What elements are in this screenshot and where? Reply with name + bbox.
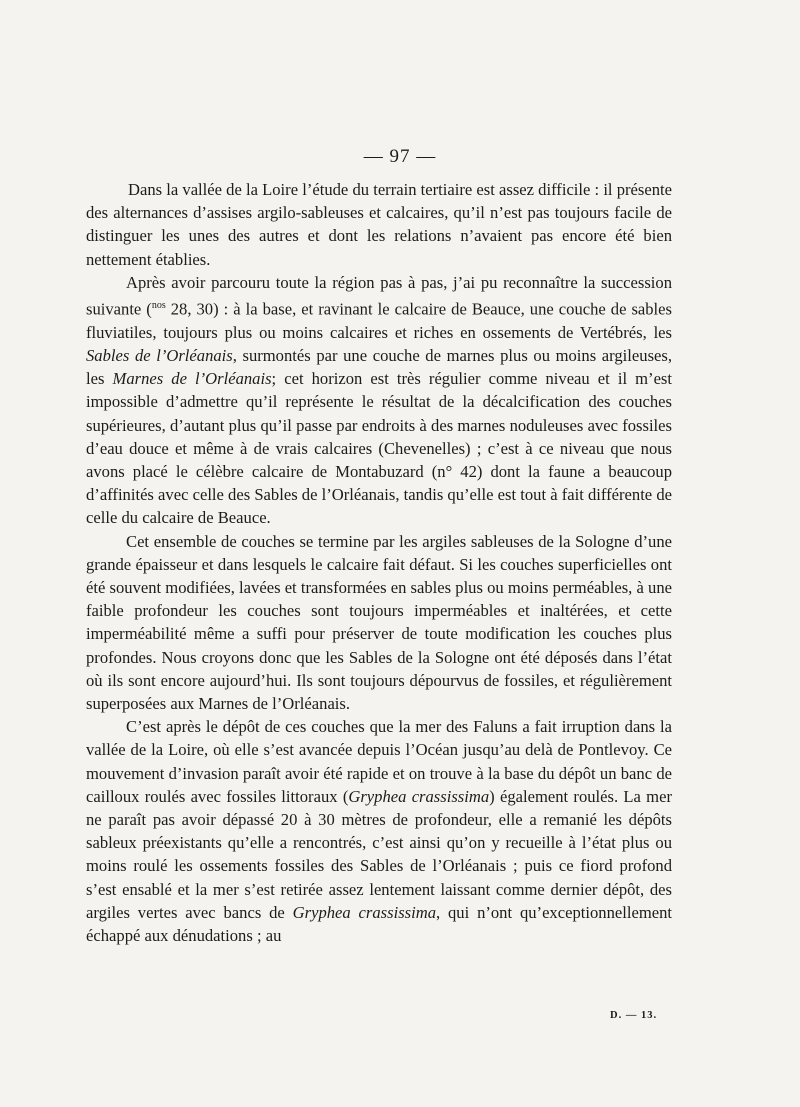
signature-mark: D. — 13.	[610, 1010, 658, 1021]
body-text	[86, 178, 672, 947]
paragraph	[86, 271, 672, 530]
italic-term: Gryphea crassissima	[292, 902, 437, 922]
text-run: C’est après le dépôt de ces couches que la mer des Faluns a fait irruption dans la vallée de la Loire, où elle s’est avancée depuis l’Océan jusqu’au delà de Pontlevoy. Ce mouvement d’invasion paraît avoir été rapide et on trouve à la base du dépôt un banc de cailloux roulés avec fossiles littoraux (	[86, 717, 672, 806]
text-run: Cet ensemble de couches se termine par les argiles sableuses de la Sologne d’une grande épaisseur et dans lesquels le calcaire fait défaut. Si les couches superficielles ont été souvent modifiées, lavées et transformées en sables plus ou moins perméables, à une faible profondeur les couches sont toujours imperméables et inaltérées, et cette imperméabilité même a suffi pour préserver de toute modification les couches plus profondes. Nous croyons donc que les Sables de la Sologne ont été déposés dans l’état où ils sont encore aujourd’hui. Ils sont toujours dépourvus de fossiles, et régulièrement superposées aux Marnes de l’Orléanais.	[86, 531, 672, 713]
text-run: 28, 30) : à la base, et ravinant le calcaire de Beauce, une couche de sables fluviatiles, toujours plus ou moins calcaires et riches en ossements de Vertébrés, les	[86, 299, 672, 342]
paragraph	[86, 178, 672, 271]
italic-term: Sables de l’Orléanais	[86, 345, 233, 365]
text-run: ) également roulés. La mer ne paraît pas avoir dépassé 20 à 30 mètres de profondeur, elle a remanié les dépôts sableux préexistants qu’elle a rencontrés, c’est ainsi qu’on y recueille à l’état plus ou moins roulé les ossements fossiles des Sables de l’Orléanais ; puis ce fiord profond s’est ensablé et la mer s’est retirée assez lentement laissant comme dernier dépôt, des argiles vertes avec bancs de	[86, 786, 672, 922]
superscript: nos	[151, 300, 166, 312]
paragraph	[86, 715, 672, 947]
page-number: — 97 —	[363, 146, 437, 167]
paragraph	[86, 530, 672, 716]
text-run: ; cet horizon est très régulier comme niveau et il m’est impossible d’admettre qu’il représente le résultat de la décalcification des couches supérieures, d’autant plus qu’il passe par endroits à des marnes noduleuses avec fossiles d’eau douce et même à de vrais calcaires (Chevenelles) ; c’est à ce niveau que nous avons placé le célèbre calcaire de Montabuzard (n° 42) dont la faune a beaucoup d’affinités avec celle des Sables de l’Orléanais, tandis qu’elle est tout à fait différente de celle du calcaire de Beauce.	[86, 369, 672, 528]
text-run: Dans la vallée de la Loire l’étude du terrain tertiaire est assez difficile : il présente des alternances d’assises argilo-sableuses et calcaires, qu’il n’est pas toujours facile de distinguer les unes des autres et dont les relations n’avaient pas encore été bien nettement établies.	[86, 180, 672, 269]
text-run: , surmontés par une couche de marnes plus ou moins argileuses, les	[86, 345, 672, 389]
italic-term: Gryphea crassissima	[348, 786, 490, 806]
text-run: Après avoir parcouru toute la région pas à pas, j’ai pu reconnaître la succession suivante (	[86, 272, 672, 319]
italic-term: Marnes de l’Orléanais	[112, 369, 272, 389]
text-run: , qui n’ont qu’exceptionnellement échappé aux dénudations ; au	[86, 902, 672, 946]
